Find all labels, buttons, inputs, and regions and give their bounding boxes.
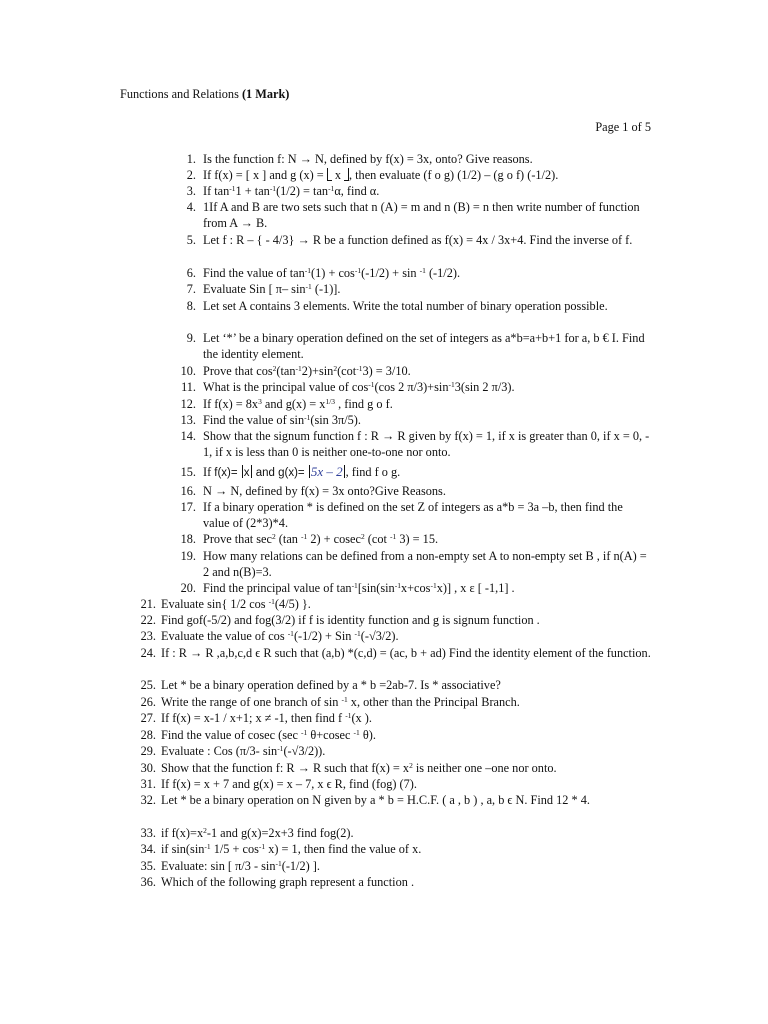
question-20 (180, 580, 651, 596)
question-text: If f(x) = [ x ] and g (x) = x , then evaluate (f o g) (1/2) – (g o f) (-1/2). (203, 168, 559, 182)
question-text: Write the range of one branch of sin $^{-1}$ x, other than the Principal Branch. (161, 695, 520, 709)
question-25 (140, 677, 655, 693)
question-number: 6. (186, 266, 196, 280)
question-14 (180, 428, 651, 460)
question-12 (180, 396, 651, 412)
question-number: 21. (140, 597, 156, 611)
question-30 (140, 760, 655, 776)
question-text: Let set A contains 3 elements. Write the total number of binary operation possible. (203, 299, 608, 313)
question-4 (186, 199, 651, 231)
question-number: 20. (180, 581, 196, 595)
question-number: 25. (140, 678, 156, 692)
question-text: Evaluate sin{ 1/2 cos $^{-1}$(4/5) }. (161, 597, 311, 611)
question-number: 31. (140, 777, 156, 791)
question-28 (140, 727, 655, 743)
question-13 (180, 412, 651, 428)
question-number: 1. (186, 152, 196, 166)
question-29 (140, 743, 655, 759)
question-text: If f(x) = x-1 / x+1; x ≠ -1, then find f $^{-1}$(x ). (161, 711, 372, 725)
question-text: Evaluate: sin [ $\pi/3 - \sin^{-1}(-1/2)$ ]. (161, 859, 320, 873)
question-36 (140, 874, 655, 890)
question-17 (180, 499, 651, 531)
question-number: 26. (140, 695, 156, 709)
title-text: Functions and Relations (120, 87, 242, 101)
question-text: 1If A and B are two sets such that n (A) = m and n (B) = n then write number of function from A → B. (203, 200, 640, 230)
question-34 (140, 841, 655, 857)
question-text: Is the function f: N → N, defined by f(x) = 3x, onto? Give reasons. (203, 152, 533, 166)
question-text: If f(x)= x and g(x)= 5x – 2 , find f o g. (203, 464, 401, 479)
question-3 (186, 183, 651, 199)
question-number: 17. (180, 500, 196, 514)
question-number: 29. (140, 744, 156, 758)
question-18 (180, 531, 651, 547)
question-35 (140, 858, 655, 874)
question-text: If f(x) = x + 7 and g(x) = x – 7, x ϵ R, find (fog) (7). (161, 777, 417, 791)
question-number: 28. (140, 728, 156, 742)
inline-formula-image: f(x)= x and g(x)= 5x – 2 (214, 464, 343, 479)
question-10 (180, 363, 651, 379)
question-text: Let * be a binary operation defined by a * b =2ab-7. Is * associative? (161, 678, 501, 692)
question-text: Show that the signum function f : R → R given by f(x) = 1, if x is greater than 0, if x = 0, - 1, if x is less than 0 is neither one-to-one nor onto. (203, 429, 650, 459)
question-text: Let f : R – { - 4/3} → R be a function defined as f(x) = 4x / 3x+4. Find the inverse of f. (203, 233, 633, 247)
question-number: 30. (140, 761, 156, 775)
question-text: N → N, defined by f(x) = 3x onto?Give Reasons. (203, 484, 446, 498)
question-number: 35. (140, 859, 156, 873)
question-5 (186, 232, 651, 248)
question-text: Find the value of cosec (sec $^{-1}$ θ+cosec $^{-1}$ θ). (161, 728, 376, 742)
question-text: Find the value of $\tan^{-1}(1) + \cos^{-1}(-1/2) + \sin ^{-1}$ (-1/2). (203, 266, 461, 280)
question-text: If a binary operation * is defined on the set Z of integers as a*b = 3a –b, then find the value of (2*3)*4. (203, 500, 623, 530)
question-number: 3. (186, 184, 196, 198)
question-22 (140, 612, 655, 628)
question-19 (180, 548, 651, 580)
question-27 (140, 710, 655, 726)
question-number: 33. (140, 826, 156, 840)
question-text: Find gof(-5/2) and fog(3/2) if f is identity function and g is signum function . (161, 613, 540, 627)
question-6 (186, 265, 651, 281)
question-number: 32. (140, 793, 156, 807)
question-number: 36. (140, 875, 156, 889)
question-text: Let ‘*’ be a binary operation defined on the set of integers as a*b=a+b+1 for a, b € I. Find the identity element. (203, 331, 645, 361)
question-text: Let * be a binary operation on N given by a * b = H.C.F. ( a , b ) , a, b ϵ N. Find 12 * 4. (161, 793, 590, 807)
question-33 (140, 825, 655, 841)
question-9 (186, 330, 651, 362)
question-text: How many relations can be defined from a non-empty set A to non-empty set B , if n(A) = 2 and n(B)=3. (203, 549, 647, 579)
question-23 (140, 628, 655, 644)
question-number: 8. (186, 299, 196, 313)
question-number: 34. (140, 842, 156, 856)
question-21 (140, 596, 655, 612)
question-number: 5. (186, 233, 196, 247)
question-text: Prove that $\sec^2 (\tan$ $^{-1}$ 2) + cosec$^2$ (cot $^{-1}$ 3) = 15. (203, 532, 439, 546)
question-24 (140, 645, 655, 661)
page-number: Page 1 of 5 (595, 120, 651, 134)
question-number: 14. (180, 429, 196, 443)
question-number: 24. (140, 646, 156, 660)
question-11 (181, 379, 651, 395)
question-text: Find the principal value of $\tan^{-1}[\sin(\sin^{-1}x+\cos^{-1}x)]$ , x ε [ -1,1] . (203, 581, 515, 595)
question-text: Prove that $\cos^2(\tan^{-1}2)+\sin^2(\cot^{-1}3) = 3/10$. (203, 364, 411, 378)
question-number: 11. (181, 380, 196, 394)
question-text: Find the value of $\sin^{-1}(\sin$ 3π/5). (203, 413, 361, 427)
question-number: 13. (180, 413, 196, 427)
question-7 (186, 281, 651, 297)
question-number: 18. (180, 532, 196, 546)
question-number: 2. (186, 168, 196, 182)
question-1 (186, 151, 651, 167)
question-number: 10. (180, 364, 196, 378)
question-text: Which of the following graph represent a function . (161, 875, 415, 889)
question-26 (140, 694, 655, 710)
question-8 (186, 298, 651, 314)
question-number: 4. (186, 200, 196, 214)
question-number: 19. (180, 549, 196, 563)
title-marks: (1 Mark) (241, 87, 290, 101)
question-number: 22. (140, 613, 156, 627)
question-text: What is the principal value of $\cos^{-1}(\cos$ 2 $\pi/3)+\sin^{-1}3(\sin$ 2 π/3). (203, 380, 515, 394)
question-number: 27. (140, 711, 156, 725)
question-number: 7. (186, 282, 196, 296)
question-text: If : R → R ,a,b,c,d ϵ R such that (a,b) *(c,d) = (ac, b + ad) Find the identity element of the function. (161, 646, 651, 660)
question-15 (180, 464, 651, 481)
question-text: If $f(x) = 8x^3$ and $g(x) = x^{1/3}$ , find g o f. (203, 397, 393, 411)
question-text: if $f(x)=x^2-1$ and g(x)=2x+3 find fog(2). (161, 826, 354, 840)
question-2 (186, 167, 651, 183)
question-number: 9. (186, 331, 196, 345)
question-text: Evaluate : Cos (π/3- $\sin^{-1}(-√3/2)$). (161, 744, 326, 758)
question-31 (140, 776, 655, 792)
question-text: Evaluate the value of cos $^{-1}$(-1/2) + Sin $^{-1}$(-√3/2). (161, 629, 399, 643)
question-text: Show that the function f: R → R such that $f(x) = x^2$ is neither one –one nor onto. (161, 761, 557, 775)
question-number: 16. (180, 484, 196, 498)
question-text: if $\sin(\sin^{-1}$ $1/5 + \cos^{-1} x) = 1$, then find the value of x. (161, 842, 422, 856)
question-32 (140, 792, 655, 808)
question-number: 12. (180, 397, 196, 411)
document-title (120, 87, 289, 102)
question-text: Evaluate Sin [ π– $\sin^{-1} (-1)$]. (203, 282, 341, 296)
question-number: 15. (180, 465, 196, 479)
question-16 (180, 483, 651, 499)
question-number: 23. (140, 629, 156, 643)
question-text: If $\tan^{-1}1 + \tan^{-1}(1/2) = \tan^{-1}\alpha$, find α. (203, 184, 380, 198)
